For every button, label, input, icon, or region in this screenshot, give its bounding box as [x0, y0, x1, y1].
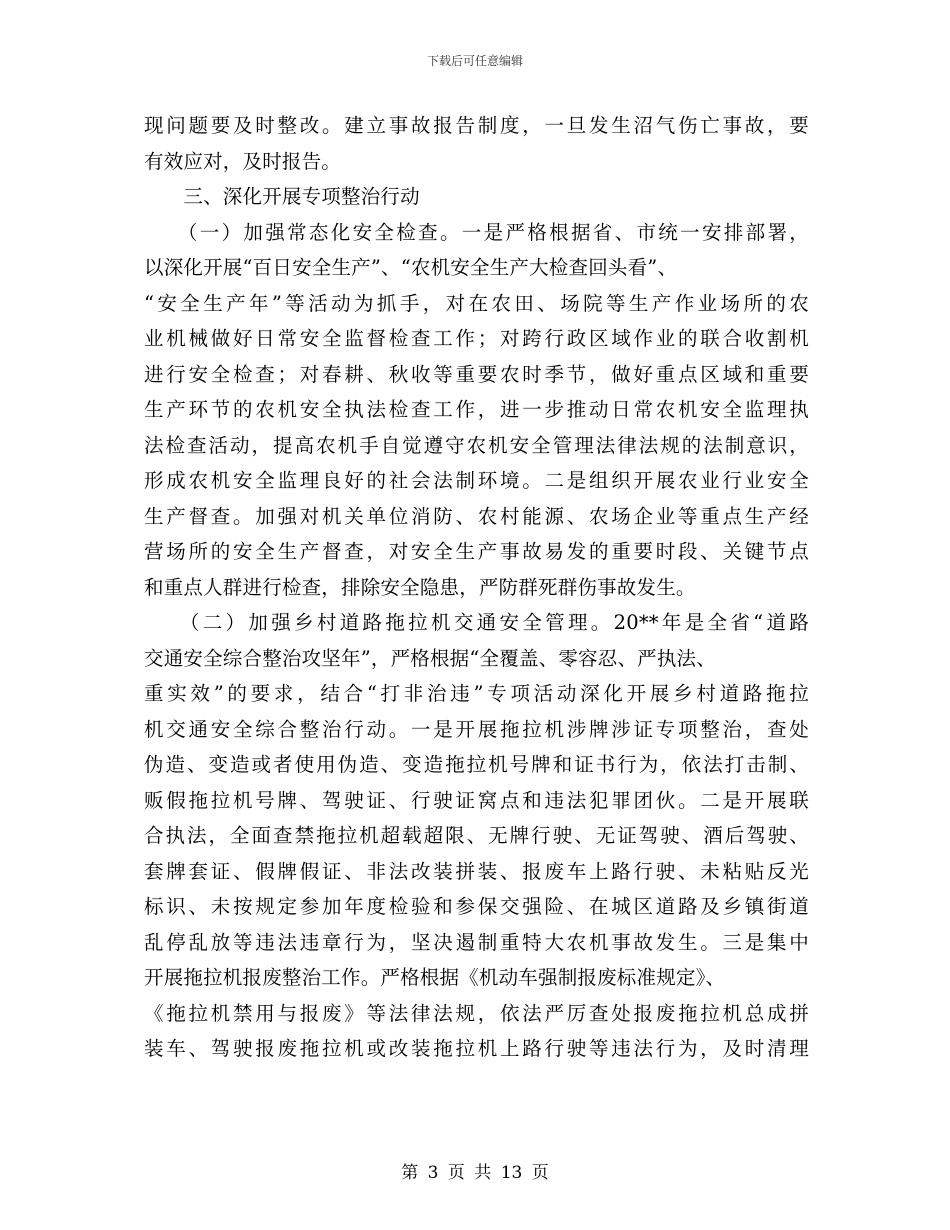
- text-line: 标识、未按规定参加年度检验和参保交强险、在城区道路及乡镇街道: [144, 895, 809, 918]
- text-line: 装车、驾驶报废拖拉机或改装拖拉机上路行驶等违法行为，及时清理: [144, 1037, 809, 1060]
- text-line: 伪造、变造或者使用伪造、变造拖拉机号牌和证书行为，依法打击制、: [144, 753, 809, 776]
- text-line: 生产环节的农机安全执法检查工作，进一步推动日常农机安全监理执: [144, 398, 809, 421]
- text-line: 合执法，全面查禁拖拉机超载超限、无牌行驶、无证驾驶、酒后驾驶、: [144, 824, 809, 847]
- text-line: 进行安全检查；对春耕、秋收等重要农时季节，做好重点区域和重要: [144, 362, 809, 386]
- text-line: 机交通安全综合整治行动。一是开展拖拉机涉牌涉证专项整治，查处: [144, 717, 809, 741]
- text-line: 《拖拉机禁用与报废》等法律法规，依法严厉查处报废拖拉机总成拼: [144, 1001, 809, 1025]
- page-footer: 第 3 页 共 13 页: [401, 1163, 549, 1183]
- text-line: 业机械做好日常安全监督检查工作；对跨行政区域作业的联合收割机: [144, 327, 809, 350]
- page-header: 下载后可任意编辑: [426, 54, 523, 68]
- text-line: （二）加强乡村道路拖拉机交通安全管理。20**年是全省“道路: [144, 611, 809, 634]
- text-line: 开展拖拉机报废整治工作。严格根据《机动车强制报废标准规定》、: [144, 966, 726, 989]
- text-line: 交通安全综合整治攻坚年”，严格根据“全覆盖、零容忍、严执法、: [144, 646, 716, 670]
- text-line: 乱停乱放等违法违章行为，坚决遏制重特大农机事故发生。三是集中: [144, 930, 809, 954]
- section-heading: 三、深化开展专项整治行动: [144, 185, 420, 208]
- text-line: 有效应对，及时报告。: [144, 149, 342, 173]
- text-line: 套牌套证、假牌假证、非法改装拼装、报废车上路行驶、未粘贴反光: [144, 859, 809, 883]
- text-line: 重实效”的要求，结合“打非治违”专项活动深化开展乡村道路拖拉: [144, 682, 809, 705]
- text-line: 营场所的安全生产督查，对安全生产事故易发的重要时段、关键节点: [144, 540, 809, 563]
- text-line: 形成农机安全监理良好的社会法制环境。二是组织开展农业行业安全: [144, 469, 809, 492]
- text-line: 现问题要及时整改。建立事故报告制度，一旦发生沼气伤亡事故，要: [144, 114, 809, 137]
- text-line: 和重点人群进行检查，排除安全隐患，严防群死群伤事故发生。: [144, 575, 696, 599]
- document-body: [144, 108, 809, 1067]
- text-line: 贩假拖拉机号牌、驾驶证、行驶证窝点和违法犯罪团伙。二是开展联: [144, 788, 809, 812]
- text-line: 以深化开展“百日安全生产”、“农机安全生产大检查回头看”、: [144, 256, 678, 279]
- text-line: 法检查活动，提高农机手自觉遵守农机安全管理法律法规的法制意识，: [144, 433, 809, 457]
- text-line: “安全生产年”等活动为抓手，对在农田、场院等生产作业场所的农: [144, 291, 809, 315]
- text-line: 生产督查。加强对机关单位消防、农村能源、农场企业等重点生产经: [144, 504, 809, 528]
- text-line: （一）加强常态化安全检查。一是严格根据省、市统一安排部署，: [144, 220, 809, 244]
